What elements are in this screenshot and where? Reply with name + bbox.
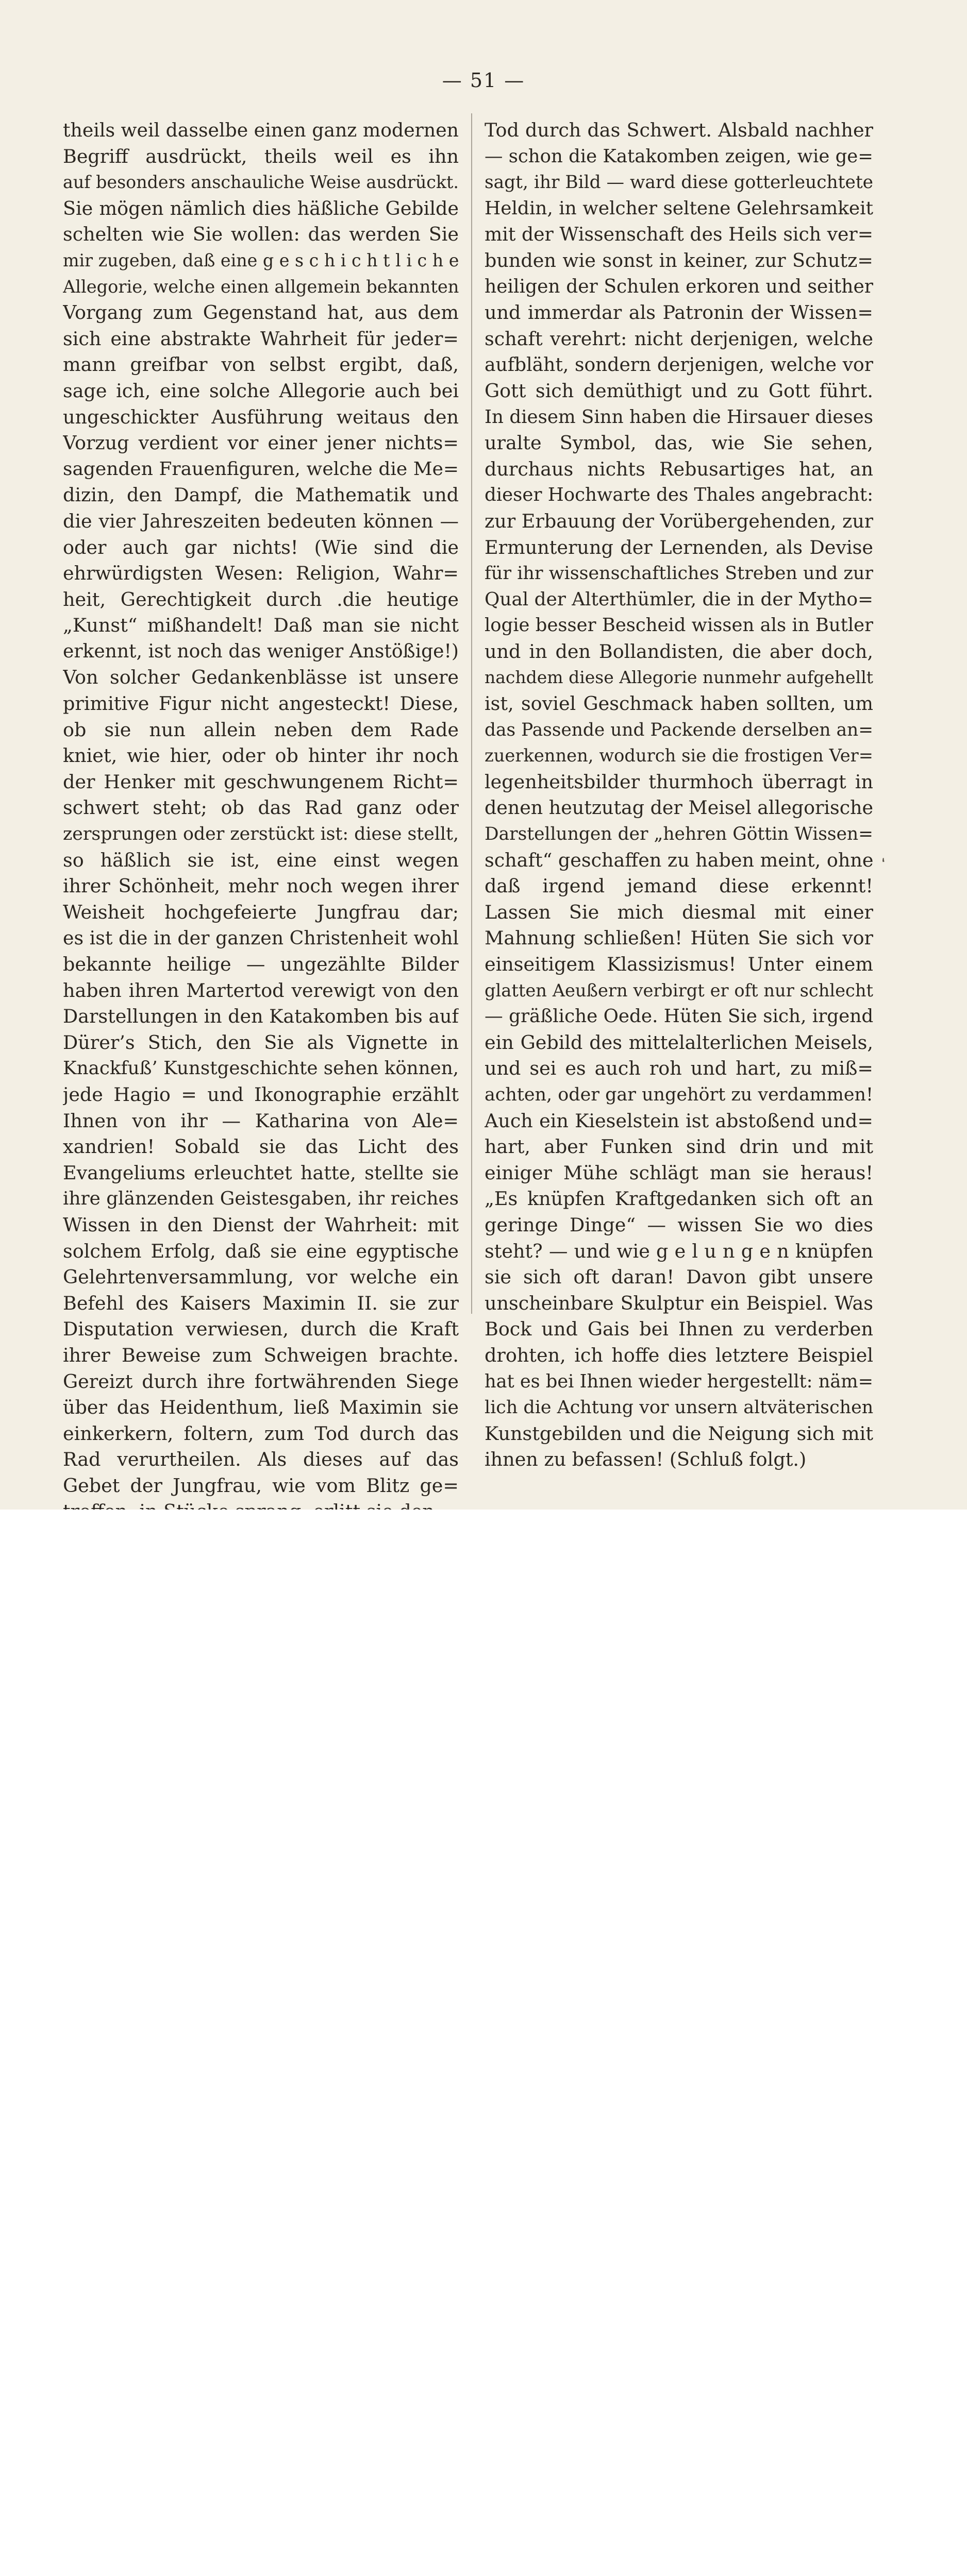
text-line: theils weil dasselbe einen ganz modernen [63, 119, 459, 141]
text-line: schaft verehrt: nicht derjenigen, welche [485, 327, 873, 350]
text-line: nachdem diese Allegorie nunmehr aufgehellt [485, 667, 873, 688]
text-line: schaft“ geschaffen zu haben meint, ohne [485, 849, 873, 871]
text-line: Auch ein Kieselstein ist abstoßend und= [485, 1109, 873, 1132]
text-line: bunden wie sonst in keiner, zur Schutz= [485, 249, 873, 272]
text-line: ob sie nun allein neben dem Rade [63, 718, 459, 741]
text-line: ihrer Schönheit, mehr noch wegen ihrer [63, 875, 459, 897]
text-line: aufbläht, sondern derjenigen, welche vor [485, 354, 873, 376]
text-line: durchaus nichts Rebusartiges hat, an [485, 457, 873, 480]
text-line: Ihnen von ihr — Katharina von Ale= [63, 1109, 459, 1132]
text-line: „Kunst“ mißhandelt! Daß man sie nicht [63, 614, 459, 637]
text-line: heit, Gerechtigkeit durch .die heutige [63, 588, 459, 611]
text-line: ihrer Beweise zum Schweigen brachte. [63, 1344, 459, 1366]
text-line: Gelehrtenversammlung, vor welche ein [63, 1266, 459, 1289]
text-line: Lassen Sie mich diesmal mit einer [485, 901, 873, 923]
text-line: uralte Symbol, das, wie Sie sehen, [485, 432, 873, 454]
text-line: sagenden Frauenfiguren, welche die Me= [63, 458, 459, 480]
text-line: solchem Erfolg, daß sie eine egyptische [63, 1240, 459, 1262]
text-line: Begriff ausdrückt, theils weil es ihn [63, 145, 459, 167]
text-line: ehrwürdigsten Wesen: Religion, Wahr= [63, 562, 459, 585]
text-line: Dürer’s Stich, den Sie als Vignette in [63, 1031, 459, 1054]
text-line: Evangeliums erleuchtet hatte, stellte sie [63, 1161, 459, 1184]
left-column [63, 117, 459, 1525]
text-line: Weisheit hochgefeierte Jungfrau dar; [63, 901, 459, 923]
text-line: hart, aber Funken sind drin und mit [485, 1136, 873, 1158]
text-line: Befehl des Kaisers Maximin II. sie zur [63, 1292, 459, 1314]
text-line: mann greifbar von selbst ergibt, daß, [63, 353, 459, 376]
text-line: Wissen in den Dienst der Wahrheit: mit [63, 1213, 459, 1236]
right-column [485, 117, 873, 1473]
text-line: Allegorie, welche einen allgemein bekannten [63, 276, 459, 297]
text-line: xandrien! Sobald sie das Licht des [63, 1136, 459, 1158]
text-line: bekannte heilige — ungezählte Bilder [63, 953, 459, 975]
text-line: so häßlich sie ist, eine einst wegen [63, 849, 459, 871]
text-line: mit der Wissenschaft des Heils sich ver= [485, 223, 873, 246]
text-line: und sei es auch roh und hart, zu miß= [485, 1057, 873, 1080]
text-line: und immerdar als Patronin der Wissen= [485, 301, 873, 324]
text-line: ihnen zu befassen! (Schluß folgt.) [485, 1448, 807, 1471]
text-line: schwert steht; ob das Rad ganz oder [63, 796, 459, 819]
text-line: sagt, ihr Bild — ward diese gotterleuchtete [485, 172, 873, 193]
text-line: und in den Bollandisten, die aber doch, [485, 640, 873, 663]
text-line: Tod durch das Schwert. Alsbald nachher [485, 119, 873, 141]
text-line: zersprungen oder zerstückt ist: diese stellt, [63, 824, 459, 845]
text-line: legenheitsbilder thurmhoch überragt in [485, 770, 873, 793]
text-line: sage ich, eine solche Allegorie auch bei [63, 379, 459, 402]
text-line: — schon die Katakomben zeigen, wie ge= [485, 145, 873, 167]
text-line: — gräßliche Oede. Hüten Sie sich, irgend [485, 1006, 873, 1027]
text-line: Ermunterung der Lernenden, als Devise [485, 536, 873, 558]
text-line: erkennt, ist noch das weniger Anstößige!) [63, 640, 459, 662]
text-line: hat es bei Ihnen wieder hergestellt: näm= [485, 1370, 873, 1392]
text-line: daß irgend jemand diese erkennt! [485, 875, 873, 897]
text-line: auf besonders anschauliche Weise ausdrückt. [63, 172, 459, 193]
text-line: Kunstgebilden und die Neigung sich mit [485, 1422, 873, 1445]
text-line: Mahnung schließen! Hüten Sie sich vor [485, 927, 873, 950]
margin-mark: ‘ [879, 855, 891, 874]
footer-bar [0, 1510, 967, 1588]
text-line: Knackfuß’ Kunstgeschichte sehen können, [63, 1058, 459, 1079]
text-line: dieser Hochwarte des Thales angebracht: [485, 484, 873, 506]
text-line: Darstellungen der „hehren Göttin Wissen= [485, 824, 873, 845]
text-line: Darstellungen in den Katakomben bis auf [63, 1005, 459, 1028]
text-line: „Es knüpfen Kraftgedanken sich oft an [485, 1188, 873, 1210]
text-line: Disputation verwiesen, durch die Kraft [63, 1318, 459, 1341]
text-line: über das Heidenthum, ließ Maximin sie [63, 1396, 459, 1419]
text-line: Heldin, in welcher seltene Gelehrsamkeit [485, 197, 873, 219]
text-line: Von solcher Gedankenblässe ist unsere [63, 666, 459, 689]
text-line: sie sich oft daran! Davon gibt unsere [485, 1266, 873, 1289]
text-line: es ist die in der ganzen Christenheit wohl [63, 927, 459, 950]
text-line: drohten, ich hoffe dies letztere Beispiel [485, 1344, 873, 1366]
text-line: zuerkennen, wodurch sie die frostigen Ver= [485, 745, 873, 766]
text-line: mir zugeben, daß eine g e s c h i c h t l i c h e [63, 250, 459, 270]
text-line: dizin, den Dampf, die Mathematik und [63, 484, 459, 506]
text-line: haben ihren Martertod verewigt von den [63, 979, 459, 1002]
text-line: ungeschickter Ausführung weitaus den [63, 405, 459, 428]
text-line: einiger Mühe schlägt man sie heraus! [485, 1161, 873, 1184]
text-line: zur Erbauung der Vorübergehenden, zur [485, 510, 873, 532]
text-line: Rad verurtheilen. Als dieses auf das [63, 1448, 459, 1471]
text-line: primitive Figur nicht angesteckt! Diese, [63, 692, 459, 715]
text-line: Vorzug verdient vor einer jener nichts= [63, 432, 459, 454]
text-line: schelten wie Sie wollen: das werden Sie [63, 223, 459, 246]
text-line: Vorgang zum Gegenstand hat, aus dem [63, 301, 459, 324]
text-line: In diesem Sinn haben die Hirsauer dieses [485, 406, 873, 428]
text-line: glatten Aeußern verbirgt er oft nur schlecht [485, 980, 873, 1001]
text-line: kniet, wie hier, oder ob hinter ihr noch [63, 744, 459, 767]
text-line: Gereizt durch ihre fortwährenden Siege [63, 1370, 459, 1393]
column-divider [471, 113, 472, 1314]
text-line: das Passende und Packende derselben an= [485, 719, 873, 740]
text-line: die vier Jahreszeiten bedeuten können — [63, 510, 459, 532]
text-line: einkerkern, foltern, zum Tod durch das [63, 1422, 459, 1445]
text-line: denen heutzutag der Meisel allegorische [485, 796, 873, 819]
text-line: heiligen der Schulen erkoren und seither [485, 276, 873, 297]
text-line: ist, soviel Geschmack haben sollten, um [485, 692, 873, 715]
text-line: steht? — und wie g e l u n g e n knüpfen [485, 1240, 873, 1262]
text-line: ein Gebild des mittelalterlichen Meisels, [485, 1031, 873, 1054]
text-line: Gebet der Jungfrau, wie vom Blitz ge= [63, 1474, 459, 1497]
text-line: einseitigem Klassizismus! Unter einem [485, 953, 873, 975]
text-line: geringe Dinge“ — wissen Sie wo dies [485, 1213, 873, 1236]
text-line: für ihr wissenschaftliches Streben und zur [485, 563, 873, 584]
text-line: der Henker mit geschwungenem Richt= [63, 770, 459, 793]
text-line: Sie mögen nämlich dies häßliche Gebilde [63, 197, 459, 219]
text-line: unscheinbare Skulptur ein Beispiel. Was [485, 1292, 873, 1314]
text-line: Bock und Gais bei Ihnen zu verderben [485, 1318, 873, 1341]
text-line: sich eine abstrakte Wahrheit für jeder= [63, 327, 459, 350]
text-line: Qual der Alterthümler, die in der Mytho= [485, 588, 873, 610]
text-line: ihre glänzenden Geistesgaben, ihr reiches [63, 1188, 459, 1210]
page-number: — 51 — [442, 69, 525, 92]
text-line: oder auch gar nichts! (Wie sind die [63, 536, 459, 558]
text-line: Gott sich demüthigt und zu Gott führt. [485, 379, 873, 402]
text-line: jede Hagio = und Ikonographie erzählt [63, 1083, 459, 1106]
text-line: logie besser Bescheid wissen als in Butler [485, 615, 873, 636]
text-line: achten, oder gar ungehört zu verdammen! [485, 1084, 873, 1105]
text-line: lich die Achtung vor unsern altväterischen [485, 1397, 873, 1418]
